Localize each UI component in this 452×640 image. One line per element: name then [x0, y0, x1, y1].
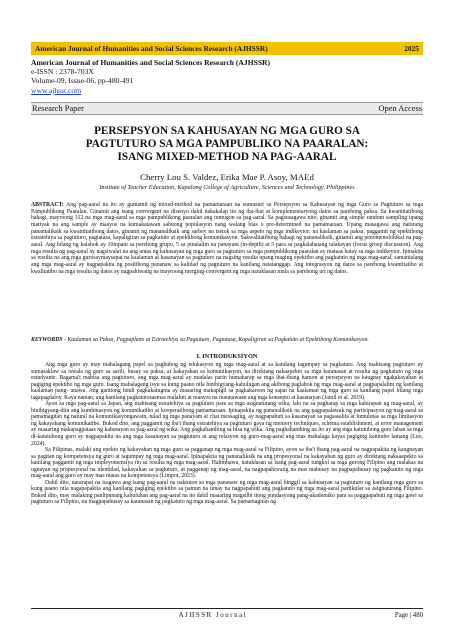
paper-type: Research Paper — [32, 104, 84, 113]
keywords-text: - Kaalaman sa Paksa, Pagpaplano at Estratehiya sa Pagtuturo, Pagtatasa, Kapaligiran sa Pagkatuto at Epektibong Komunikasyon. — [64, 337, 369, 343]
access-type: Open Access — [378, 104, 422, 113]
journal-url-link[interactable]: www.ajhssr.com — [31, 85, 82, 95]
title-line: ISANG MIXED-METHOD NA PAG-AARAL — [117, 151, 337, 164]
affiliation: Institute of Teacher Education, Kapalong College of Agriculture, Sciences and Technology, Philippines — [99, 184, 355, 191]
abstract — [31, 202, 423, 275]
keywords-label: KEYWORDS — [31, 337, 63, 343]
eissn: e-ISSN : 2378-703X — [31, 67, 94, 77]
page-footer — [31, 608, 423, 619]
paragraph: Ang mga guro ay may mahalagang papel sa paghubog ng edukasyon ng mga mag-aaral at sa kanilang tagumpay sa pagkatuto. Ang mabisang pagtuturo ay sumasaklaw sa iswala ng guro sa sarili, husay sa paksa, at kakayahan sa komunikasyon, na direktang nakaapekto sa mga karanasan at resulta ng pagkatuto ng mga estudyante. Bagama't mabisa ang pagtuturo, ang mga mag-aaral ay madalas parin humaharap sa mga ibat-ibang hamon at persepsyon na kaugnay ngakakayahan at pagiging epektibo ng mga guro. Isang mahalagang isyu sa kung paano nila binibigyang-kahulugan ang akibong paglahok ng mga mag-aaral at pagpapalalim ng kanilang kaalaman pang- unawa. Ang ganitong hindi pagkakatugma ay maaaring makapigil sa pagkakaroon ng sapat na kaalaman ng mga guro sa kanilang papel bilang mga tagapagdaloy. Kaya naman, ang kanilang pagkatutosasmas malalim at maayos na maunawaan ang mga konsepto at kasanayan (Jamil et al. 2019). — [31, 362, 423, 401]
journal-year: 2025 — [404, 44, 419, 53]
abstract-text: Ang pag-aaral na ito ay gumamit ng mixed-method na pamamaraan na sumusuri sa Persepsyon sa Kahusayan ng mga Guro sa Pagtuturo sa mga Pampublikong Paaralan. Ginamit ang isang convergent na disenyo dahil nakakalap ito ng iba-ibat at komplementaryong datos sa parehong paksa. Sa kwantitatibong bahagi, mayroong 312 na mga mag-aaral sa mga pampublikong paaralan ang tumugon sa pag-aaral. Sa pagsusagawa nito, ginamit ang simple random sampling upang matiyak na ang sample ay maayos na kumakatawan sabuong populasyon nang walang bias o pre-determined na pamamaraan. Upang masagawa ang naturang panantaliksik sa kwantitatibong datos, ginamit ng mananaliksik ang sarbey na tsetok sa mga aspeto ng mga indikeytor: na kaalaman sa paksa, paggamit ng epektibong estratehiya sa pagtuturo, pagtatasa, kapaligiran sa pagkatuto at epektibong komunikasyon. Sakwalitatibong bahagi ng pananaliksik, ginamit ang penomenolohikal na pag-aaral. Ang bilang ng kalahok ay 10mpatu sa parehong grupo, 5 sa pinalalim na panayam (in-depth) at 5 para sa pagkalahatang talakayan (focus group discussion). Ang mga resulta ng pag-aaral ay nagsiwalat na ang antas ng kahusayan ng mga guro sa pagtuturo sa mga pampublikong paaralan ay mataas batay sa mga indikeytor. Ipinakita sa resulta na ang mga gurosaymaysapat na kaalaman at kasanayan sa pagtuturo na nagsing resulta upang maging epektibo ang pagkatuto ng mga mag-aaral, samantalang ang mga mag-aaral ay nagpapakita ng positibong pananaw sa kalidad ng pagtuturo na kanilang natatanggap. Ang integrasyon ng datos sa parehong kwantitatibo at kwalitatibo na mga resulta ng datos ay nagpahiwatig na mayroong merging-convergent ng mga natuklasan mula sa parehong uri ng datos. — [31, 202, 423, 275]
paragraph: Dahil dito, nararapat na isagawa ang isang pag-aaral na naktuton sa mga pananaw ng mga mag-aaral hinggil sa kahusayan sa pagtuturo ng kanilang mga guro sa kung paano nila nagapapakita ang kanilang pagiging epektibo sa pamun na tunay na nagpapabuti ang pagkatuto ng mga mag-aaral partikular sa asignaturang Filipino. Bukod dito, may malaking panlipunang kabuluhan ang pag-aaral na ito dahil maaaring magsilbi itong pundasyong pang-akademiko para sa paggpapabuti ng mga gawi sa pagtuturo sa Filipino, na magpapahusay sa karanasan ng pagkatuto ng mga mag-aaral. Sa pamamagitan ng — [31, 479, 423, 506]
page-number: Page | 480 — [394, 612, 423, 619]
keywords — [31, 337, 423, 344]
journal-name: American Journal of Humanities and Social Sciences Research (AJHSSR) — [31, 58, 271, 67]
title-line: PAGTUTURO SA MGA PAMPUBLIKO NA PAARALAN: — [85, 138, 369, 151]
paragraph: Ayon sa mga pag-aaral sa Japan, ang mabisang estratehiya sa pagtuturo para sa mga asignaturang wika, lalo na sa pagharap sa mga kahirapan ng mag-aaral, ay binibigyang-diin ang kumbinasyon ng komunikatibo at kooperatibong pamamaraan. Ipinapakita ng pananaliksik na ang pagpapalawak ng partisipasyon ng mag-aaral sa pamamagitan ng natural na komunikasyongawain, tulad ng mga panayam at chat messaging, ay nagpapabuti sa kasanayan sa pagsasalita at lumulutas sa mga limitasyon ng kakayahang komunikatibo. Bukod dito, ang paggamit ng iba't ibang estratehiya sa pagtuturo gaya ng memory techniques, schema establishment, at error management ay maaaring makapagpataas ng kahusayan sa pag-aaral ng wika. Ang pagkahambing sa bisa ng wika. Ang paghahambing na ito ay ang mga katutubong guro laban sa mga di-katutubong guro ay nagpapakita na ang mga kasanayan sa pagtuturo at ang relasyon ng guro-mag-aaral ang mas mahalaga kaysa pagiging katutubo lamang (Luo, 2024). — [31, 401, 423, 447]
authors: Cherry Lou S. Valdez, Erika Mae P. Asoy, MAEd — [140, 172, 314, 182]
abstract-label: ABSTRACT: — [31, 202, 64, 208]
title-line: PERSEPSYON SA KAHUSAYAN NG MGA GURO SA — [94, 125, 360, 137]
section-heading: I. INTRODUKSIYON — [196, 353, 258, 360]
paragraph: Sa Pilipinas, malaki ang epekto ng kakayahan ng mga guro sa pagganap ng mga mag-aaral sa Filipino, ayon sa iba't ibang pag-aaral na nagpapakita ng kaugnayan sa pagitan ng kompetensya ng guro at tagumpay ng mga mag-aaral. Ipinapakita ng pananaliksik na ang propesyonal na kakayahan ng guro ay direktang nakaaapekto sa kanilang paggamit ng mga impleyomensiya rin sa resulta ng mga mag-aaral. Halimbawa, natuklasan sa isang pag-aaral tungkol sa mga gurong Filipino ang malakas na ugnayan ng propesyonal na identidad, kakayahan sa pagtuturo, at pagganap ng mag-aaral, na nagpapahiwatig na mas mahusay na pagpapahusay ng pagkatuto ng mga mag-aaral ang guro ay may mas matas na kompetensya (Limpot, 2023). — [31, 447, 423, 480]
journal-bar-title: American Journal of Humanities and Social Sciences Research (AJHSSR) — [35, 44, 268, 53]
volume-issue: Volume-09, Issue-06, pp-480-491 — [31, 76, 134, 86]
publication-info — [31, 58, 270, 95]
journal-header-bar — [31, 42, 423, 55]
paper-type-bar — [31, 102, 423, 115]
paper-title — [31, 125, 423, 165]
footer-journal: AJHSSR Journal — [178, 612, 248, 619]
section-body — [31, 362, 423, 506]
